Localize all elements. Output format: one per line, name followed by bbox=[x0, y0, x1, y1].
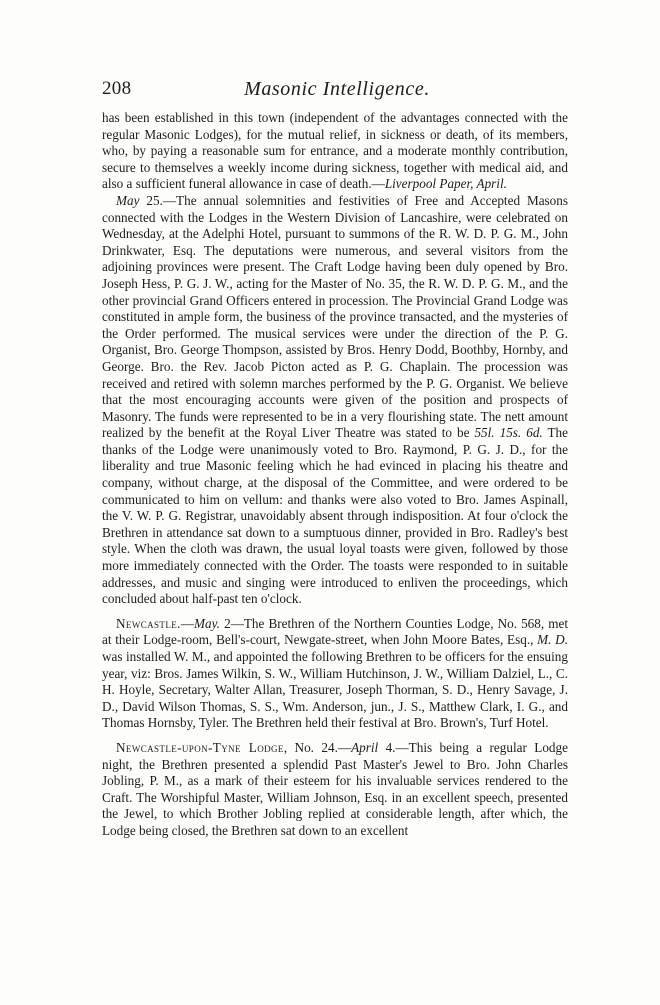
place-heading: Newcastle-upon-Tyne Lodge bbox=[116, 739, 284, 755]
place-heading: Newcastle. bbox=[116, 615, 181, 631]
paragraph-text: has been established in this town (independent of the advantages connected with the regular Masonic Lodges), for the mutual relief, in sickness or death, of its members, who, by paying a reasonable sum for entrance, and a moderate monthly contribution, secure to themselves a weekly income during sickness, together with medical aid, and also a sufficient funeral allowance in case of death.— bbox=[102, 110, 568, 192]
paragraph-text-continued: The thanks of the Lodge were unanimously voted to Bro. Raymond, P. G. J. D., for the liberality and true Masonic feeling which he had evinced in placing his theatre and company, without charge, at the disposal of the Committee, and were ordered to be communicated to him on vellum: and thanks were also voted to Bro. James Aspinall, the V. W. P. G. Registrar, unavoidably absent through indisposition. At four o'clock the Brethren in attendance sat down to a sumptuous dinner, provided in Bro. Radley's best style. When the cloth was drawn, the usual loyal toasts were given, followed by those more immediately connected with the Order. The toasts were responded to in suitable addresses, and music and singing were introduced to enliven the proceedings, which concluded about half-past ten o'clock. bbox=[102, 425, 569, 607]
running-head bbox=[102, 78, 572, 104]
source-citation: Liverpool Paper, April. bbox=[384, 176, 507, 192]
amount-text: 55l. 15s. 6d. bbox=[474, 425, 543, 441]
paragraph-text: 25.—The annual solemnities and festivities of Free and Accepted Masons connected with the Lodges in the Western Division of Lancashire, were celebrated on Wednesday, at the Adelphi Hotel, pursuant to summons of the R. W. D. P. G. M., John Drinkwater, Esq. The deputations were numerous, and several visitors from the adjoining provinces were present. The Craft Lodge having been duly opened by Bro. Joseph Hess, P. G. J. W., acting for the Master of No. 35, the R. W. D. P. G. M., and the other provincial Grand Officers entered in procession. The Provincial Grand Lodge was constituted in ample form, the business of the province transacted, and the mysteries of the Order performed. The musical services were under the direction of the P. G. Organist, Bro. George Thompson, assisted by Bros. Henry Dodd, Boothby, Hornby, and George. Bro. the Rev. Jacob Picton acted as P. G. Chaplain. The procession was received and retired with solemn marches performed by the P. G. Organist. We believe that the most encouraging accounts were given of the position and prospects of Masonry. The funds were represented to be in a very flourishing state. The nett amount realized by the benefit at the Royal Liver Theatre was stated to be bbox=[102, 192, 568, 441]
date-label: May bbox=[116, 192, 140, 208]
paragraph-gap bbox=[102, 732, 568, 740]
date-label: May. bbox=[194, 615, 221, 631]
paragraph-lancashire bbox=[102, 193, 568, 608]
paragraph-text: 2—The Brethren of the Northern Counties Lodge, No. 568, met at their Lodge-room, Bell's-court, Newgate-street, when John Moore Bates, Esq., bbox=[102, 615, 568, 648]
paragraph-gap bbox=[102, 608, 568, 616]
body-text bbox=[102, 110, 568, 840]
date-label: April bbox=[351, 739, 379, 755]
paragraph-newcastle bbox=[102, 616, 568, 732]
paragraph-benefit-society bbox=[102, 110, 568, 193]
page-number: 208 bbox=[102, 78, 132, 99]
paragraph-text-continued: 4.—This being a regular Lodge night, the Brethren presented a splendid Past Master's Jewel to Bro. John Charles Jobling, P. M., as a mark of their esteem for his invaluable services rendered to the Craft. The Worshipful Master, William Johnson, Esq. in an excellent speech, presented the Jewel, to which Brother Jobling replied at considerable length, after which, the Lodge being closed, the Brethren sat down to an excellent bbox=[102, 739, 568, 838]
dash: — bbox=[180, 615, 195, 631]
paragraph-text: , No. 24.— bbox=[283, 739, 352, 755]
degree-text: M. D. bbox=[537, 632, 569, 648]
paragraph-text-continued: was installed W. M., and appointed the following Brethren to be officers for the ensuing year, viz: Bros. James Wilkin, S. W., William Hutchinson, J. W., William Dalziel, L., C. H. Hoyle, Secretary, Walter Allan, Treasurer, Joseph Thorman, S. D., Henry Savage, J. D., David Wilson Thomas, S. S., Wm. Anderson, jun., J. S., Matthew Clark, I. G., and Thomas Hornsby, Tyler. The Brethren held their festival at Bro. Brown's, Turf Hotel. bbox=[102, 649, 568, 731]
running-title: Masonic Intelligence. bbox=[244, 78, 430, 100]
paragraph-newcastle-upon-tyne bbox=[102, 740, 568, 840]
